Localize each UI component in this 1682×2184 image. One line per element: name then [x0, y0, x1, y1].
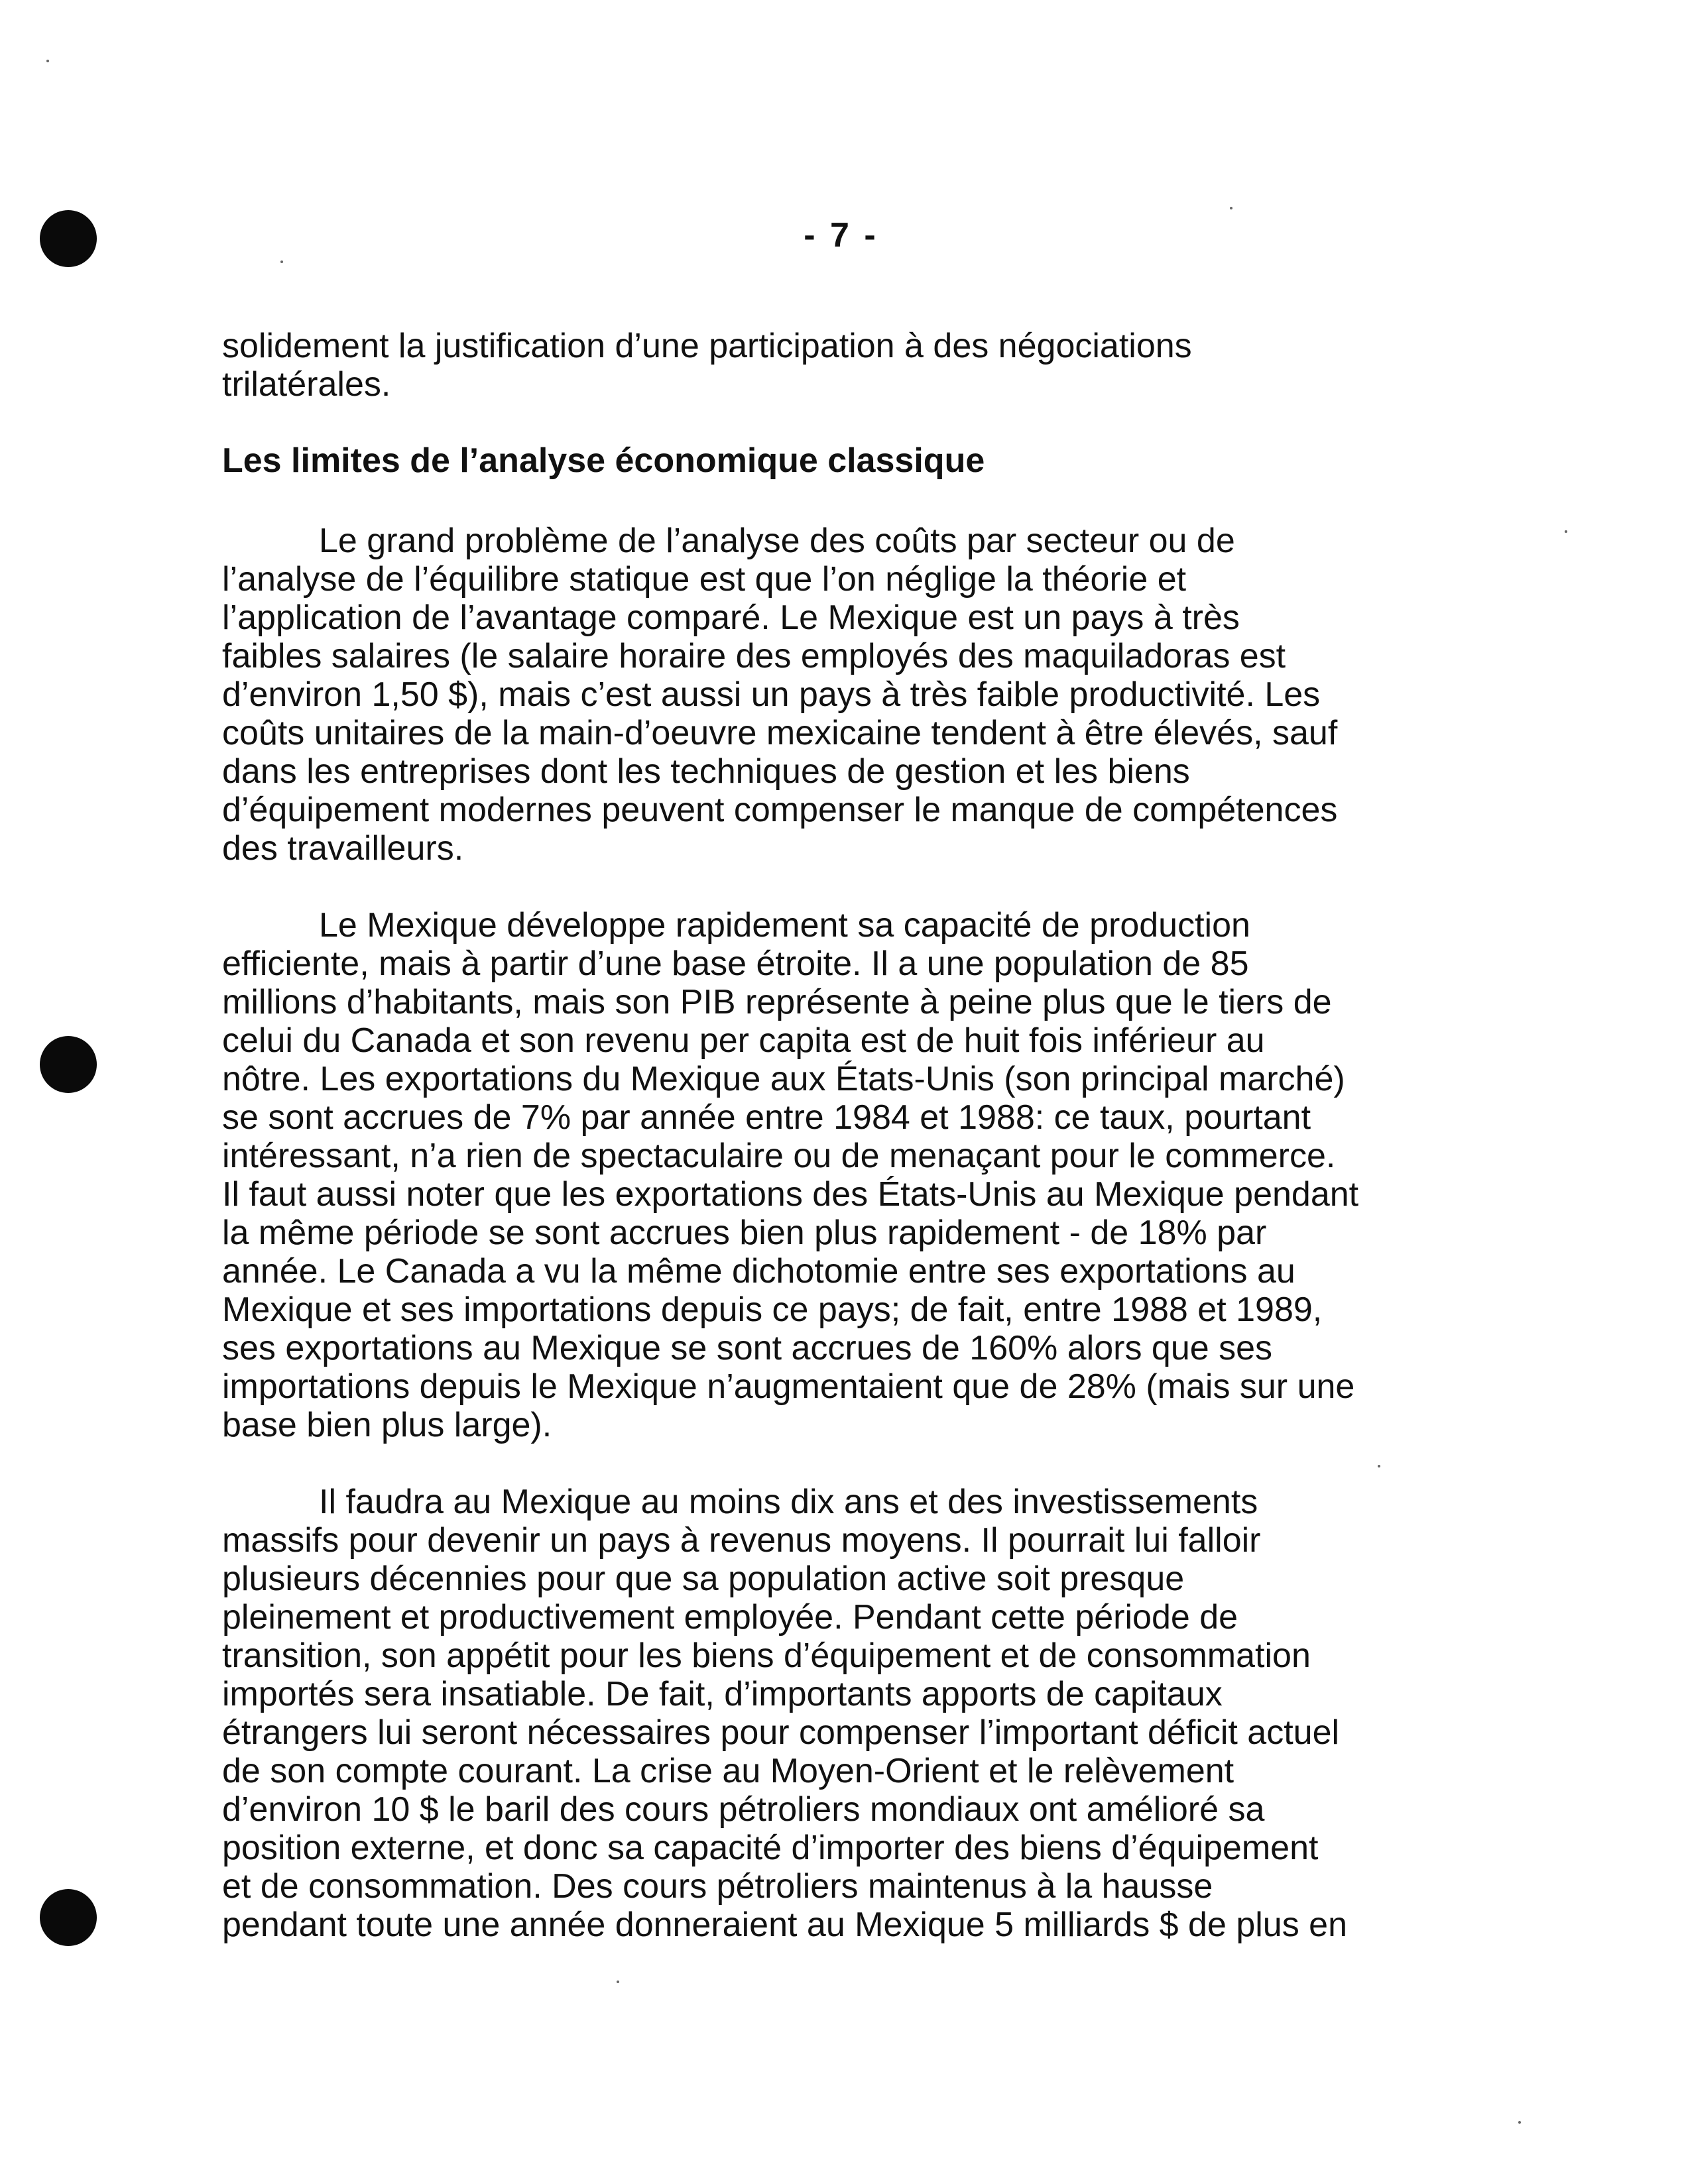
scan-speck: [1565, 530, 1567, 533]
text-line: base bien plus large).: [222, 1406, 552, 1444]
page-number: - 7 -: [804, 216, 878, 255]
section-heading: Les limites de l’analyse économique classique: [222, 441, 985, 480]
text-line: l’application de l’avantage comparé. Le Mexique est un pays à très: [222, 599, 1240, 637]
punch-hole-middle: [40, 1036, 97, 1093]
paragraph: [222, 1483, 1532, 1944]
text-line: Il faudra au Mexique au moins dix ans et des investissements: [319, 1483, 1258, 1521]
text-line: d’environ 1,50 $), mais c’est aussi un pays à très faible productivité. Les: [222, 675, 1321, 714]
text-line: efficiente, mais à partir d’une base étroite. Il a une population de 85: [222, 945, 1249, 983]
text-line: d’équipement modernes peuvent compenser le manque de compétences: [222, 791, 1338, 829]
scan-speck: [280, 260, 283, 263]
scan-speck: [1378, 1465, 1380, 1467]
scan-speck: [46, 60, 49, 62]
text-line: Le grand problème de l’analyse des coûts par secteur ou de: [319, 522, 1235, 560]
text-line: millions d’habitants, mais son PIB représente à peine plus que le tiers de: [222, 983, 1332, 1021]
text-line: de son compte courant. La crise au Moyen-Orient et le relèvement: [222, 1752, 1234, 1790]
paragraph: [222, 522, 1532, 868]
text-line: nôtre. Les exportations du Mexique aux États-Unis (son principal marché): [222, 1060, 1345, 1098]
scan-speck: [1518, 2121, 1521, 2124]
text-line: des travailleurs.: [222, 829, 464, 868]
text-line: massifs pour devenir un pays à revenus moyens. Il pourrait lui falloir: [222, 1521, 1261, 1560]
text-line: intéressant, n’a rien de spectaculaire ou de menaçant pour le commerce.: [222, 1137, 1336, 1175]
scan-speck: [617, 1981, 619, 1983]
text-line: transition, son appétit pour les biens d’équipement et de consommation: [222, 1637, 1311, 1675]
text-line: et de consommation. Des cours pétroliers maintenus à la hausse: [222, 1867, 1213, 1906]
text-line: Mexique et ses importations depuis ce pays; de fait, entre 1988 et 1989,: [222, 1291, 1323, 1329]
text-line: Il faut aussi noter que les exportations des États-Unis au Mexique pendant: [222, 1175, 1359, 1214]
text-line: ses exportations au Mexique se sont accrues de 160% alors que ses: [222, 1329, 1273, 1367]
text-line: étrangers lui seront nécessaires pour compenser l’important déficit actuel: [222, 1713, 1340, 1752]
text-line: solidement la justification d’une participation à des négociations: [222, 327, 1192, 365]
continuation-paragraph: [222, 327, 1532, 404]
text-line: d’environ 10 $ le baril des cours pétroliers mondiaux ont amélioré sa: [222, 1790, 1265, 1829]
text-line: l’analyse de l’équilibre statique est que l’on néglige la théorie et: [222, 560, 1187, 599]
text-line: pleinement et productivement employée. Pendant cette période de: [222, 1598, 1238, 1637]
text-line: faibles salaires (le salaire horaire des employés des maquiladoras est: [222, 637, 1286, 675]
text-line: trilatérales.: [222, 365, 391, 404]
text-line: plusieurs décennies pour que sa population active soit presque: [222, 1560, 1185, 1598]
text-line: importations depuis le Mexique n’augmentaient que de 28% (mais sur une: [222, 1367, 1355, 1406]
punch-hole-bottom: [40, 1889, 97, 1946]
text-line: pendant toute une année donneraient au Mexique 5 milliards $ de plus en: [222, 1906, 1348, 1944]
text-line: se sont accrues de 7% par année entre 1984 et 1988: ce taux, pourtant: [222, 1098, 1311, 1137]
text-line: Le Mexique développe rapidement sa capacité de production: [319, 906, 1250, 945]
text-line: celui du Canada et son revenu per capita est de huit fois inférieur au: [222, 1021, 1265, 1060]
paragraph: [222, 906, 1532, 1444]
text-line: position externe, et donc sa capacité d’importer des biens d’équipement: [222, 1829, 1319, 1867]
scan-speck: [1230, 207, 1232, 209]
text-line: la même période se sont accrues bien plus rapidement - de 18% par: [222, 1214, 1267, 1252]
text-line: dans les entreprises dont les techniques de gestion et les biens: [222, 752, 1190, 791]
text-line: importés sera insatiable. De fait, d’importants apports de capitaux: [222, 1675, 1223, 1713]
text-line: coûts unitaires de la main-d’oeuvre mexicaine tendent à être élevés, sauf: [222, 714, 1338, 752]
text-line: année. Le Canada a vu la même dichotomie entre ses exportations au: [222, 1252, 1295, 1291]
